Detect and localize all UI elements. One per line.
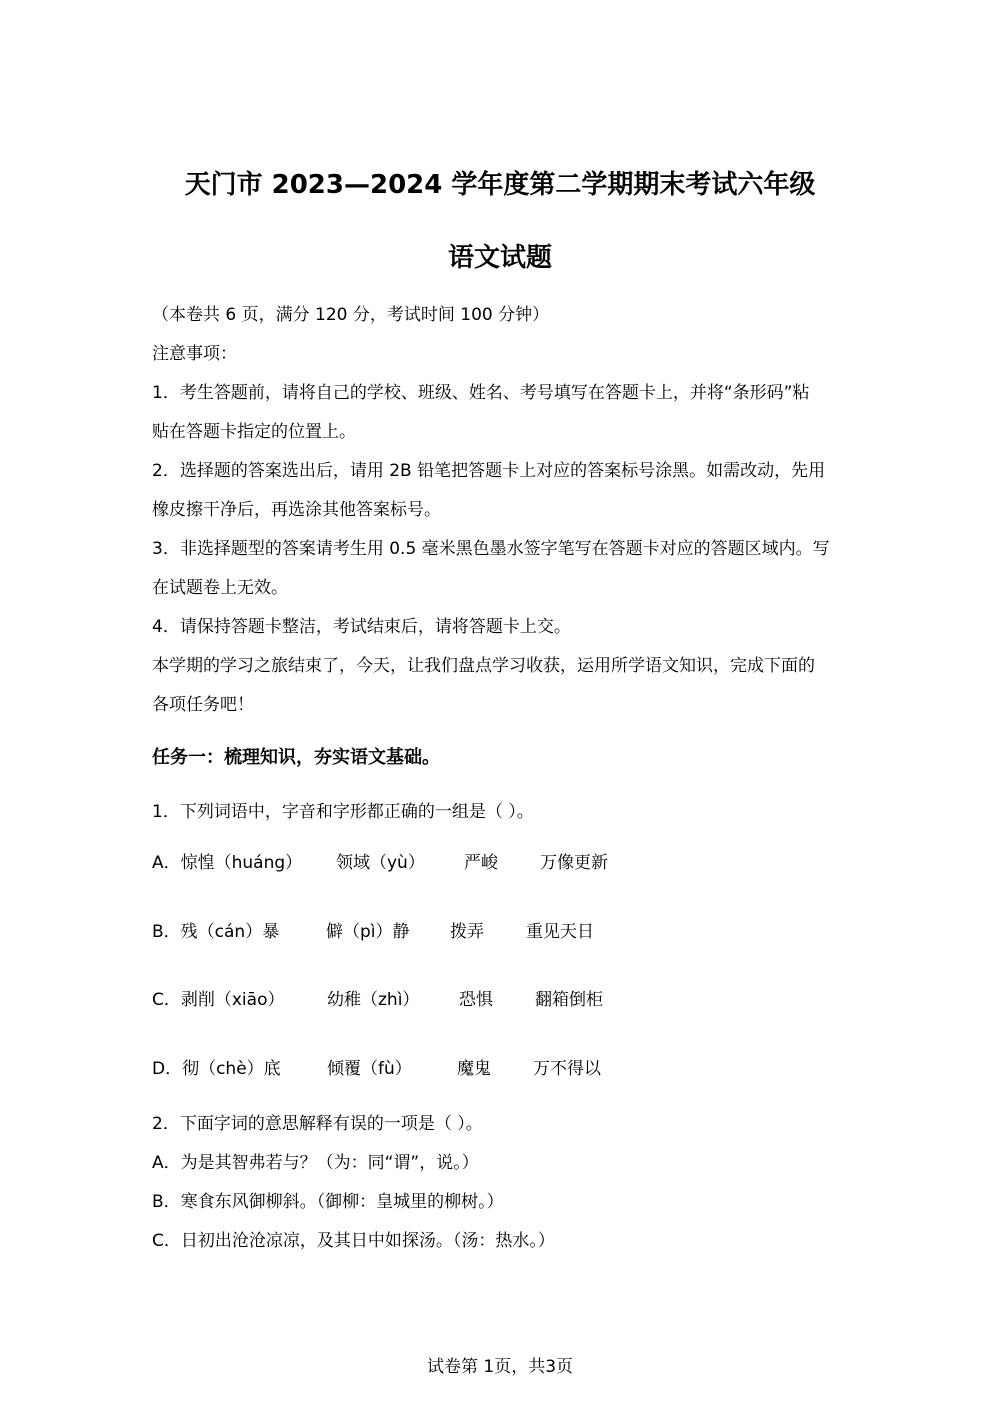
option-item: 严峻	[464, 853, 498, 873]
notice-heading: 注意事项：	[152, 344, 237, 364]
exam-subtitle: 语文试题	[447, 243, 552, 273]
option-item: B．残（cán）暴	[152, 922, 280, 942]
lead-line: 本学期的学习之旅结束了，今天，让我们盘点学习收获，运用所学语文知识，完成下面的	[152, 656, 815, 676]
question-2-stem: 2．下面字词的意思解释有误的一项是（ ）。	[152, 1114, 483, 1134]
option-item: 倾覆（fù）	[327, 1059, 412, 1079]
question-2-option-b: B．寒食东风御柳斜。（御柳：皇城里的柳树。）	[152, 1192, 504, 1212]
option-item: 僻（pì）静	[326, 922, 410, 942]
option-item: A．惊惶（huáng）	[152, 853, 303, 873]
question-2-option-c: C．日初出沧沧凉凉，及其日中如探汤。（汤：热水。）	[152, 1231, 555, 1251]
option-item: D．彻（chè）底	[152, 1059, 281, 1079]
question-2-option-a: A．为是其智弗若与？（为：同“谓”，说。）	[152, 1153, 479, 1173]
notice-line: 4．请保持答题卡整洁，考试结束后，请将答题卡上交。	[152, 617, 571, 637]
question-1-stem: 1．下列词语中，字音和字形都正确的一组是（ ）。	[152, 802, 534, 822]
option-item: 幼稚（zhì）	[327, 990, 420, 1010]
option-item: 魔鬼	[457, 1059, 491, 1079]
notice-line: 3．非选择题型的答案请考生用 0.5 毫米黑色墨水签字笔写在答题卡对应的答题区域内。写	[152, 539, 830, 559]
option-item: 万不得以	[533, 1059, 601, 1079]
exam-title: 天门市 2023—2024 学年度第二学期期末考试六年级	[184, 170, 816, 200]
option-item: 翻箱倒柜	[535, 990, 603, 1010]
option-item: 领域（yù）	[336, 853, 425, 873]
lead-line: 各项任务吧！	[152, 695, 254, 715]
page-footer: 试卷第 1页，共3页	[426, 1357, 574, 1377]
option-item: 重见天日	[526, 922, 594, 942]
notice-line: 1．考生答题前，请将自己的学校、班级、姓名、考号填写在答题卡上，并将“条形码”粘	[152, 383, 810, 403]
exam-info: （本卷共 6 页，满分 120 分，考试时间 100 分钟）	[152, 305, 550, 325]
option-item: 万像更新	[540, 853, 608, 873]
option-item: C．剥削（xiāo）	[152, 990, 285, 1010]
option-item: 拨弄	[450, 922, 484, 942]
notice-line: 在试题卷上无效。	[152, 578, 288, 598]
option-item: 恐惧	[459, 990, 493, 1010]
notice-line: 贴在答题卡指定的位置上。	[152, 422, 356, 442]
notice-line: 2．选择题的答案选出后，请用 2B 铅笔把答题卡上对应的答案标号涂黑。如需改动，先用	[152, 461, 826, 481]
task-heading: 任务一：梳理知识，夯实语文基础。	[152, 747, 440, 768]
notice-line: 橡皮擦干净后，再选涂其他答案标号。	[152, 500, 441, 520]
